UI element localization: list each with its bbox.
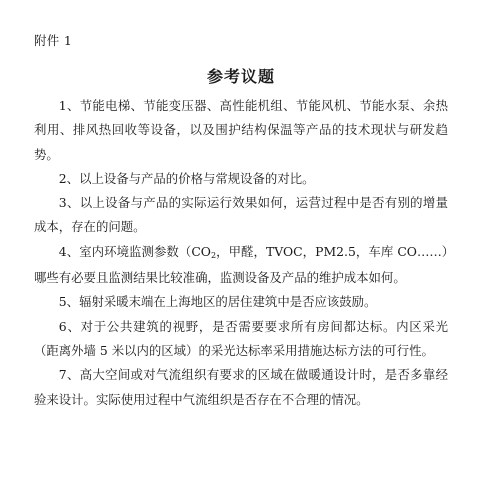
topic-item-4-text-after: ，甲醛，TVOC，PM2.5，车库 CO……）哪些有必要且监测结果比较准确，监测设备及产品的维护成本如何。 xyxy=(34,243,448,286)
topic-item-2: 2、以上设备与产品的价格与常规设备的对比。 xyxy=(58,170,315,186)
topic-item-4-subscript: 2 xyxy=(210,250,217,260)
topic-item-4-text-before: 4、室内环境监测参数（CO xyxy=(58,243,211,259)
topic-item-1: 1、节能电梯、节能变压器、高性能机组、节能风机、节能水泵、余热利用、排风热回收等设备，以及围护结构保温等产品的技术现状与研发趋势。 xyxy=(34,98,448,162)
topic-list xyxy=(34,94,448,412)
topic-item-6: 6、对于公共建筑的视野，是否需要要求所有房间都达标。内区采光（距离外墙 5 米以内的区域）的采光达标率采用措施达标方法的可行性。 xyxy=(34,318,448,358)
attachment-label: 附件 1 xyxy=(34,33,73,48)
topic-item-7: 7、高大空间或对气流组织有要求的区域在做暖通设计时，是否多靠经验来设计。实际使用过程中气流组织是否存在不合理的情况。 xyxy=(34,367,448,407)
topic-item-5: 5、辐射采暖末端在上海地区的居住建筑中是否应该鼓励。 xyxy=(58,294,377,310)
document-title: 参考议题 xyxy=(206,67,275,86)
topic-item-4 xyxy=(34,240,448,291)
topic-item-3: 3、以上设备与产品的实际运行效果如何，运营过程中是否有别的增量成本，存在的问题。 xyxy=(34,195,448,235)
